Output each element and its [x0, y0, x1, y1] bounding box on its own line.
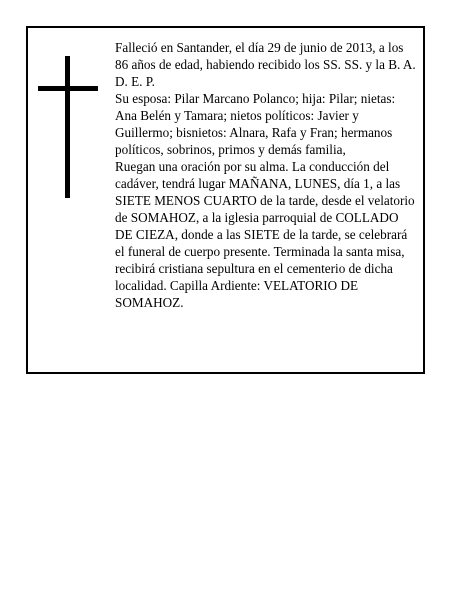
- obituary-notice: [26, 26, 425, 374]
- death-announcement: Falleció en Santander, el día 29 de junio de 2013, a los 86 años de edad, habiendo recibido los SS. SS. y la B. A.: [115, 40, 416, 72]
- funeral-details: Ruegan una oración por su alma. La conducción del cadáver, tendrá lugar MAÑANA, LUNES, día 1, a las SIETE MENOS CUARTO de la tarde, desde el velatorio de SOMAHOZ, a la iglesia parroquial de COLLADO DE CIEZA, donde a las SIETE de la tarde, se celebrará el funeral de cuerpo presente. Terminada la santa misa, recibirá cristiana sepultura en el cementerio de dicha localidad. Capilla Ardiente: VELATORIO DE SOMAHOZ.: [115, 159, 415, 310]
- latin-cross-icon: [38, 56, 100, 198]
- family-list: Su esposa: Pilar Marcano Polanco; hija: Pilar; nietas: Ana Belén y Tamara; nietos políticos: Javier y Guillermo; bisnietos: Alnara, Rafa y Fran; hermanos políticos, sobrinos, primos y demás familia,: [115, 91, 396, 157]
- obituary-text: [115, 39, 417, 311]
- cross-horizontal-bar: [38, 86, 98, 91]
- cross-vertical-bar: [65, 56, 70, 198]
- rest-in-peace: D. E. P.: [115, 74, 155, 89]
